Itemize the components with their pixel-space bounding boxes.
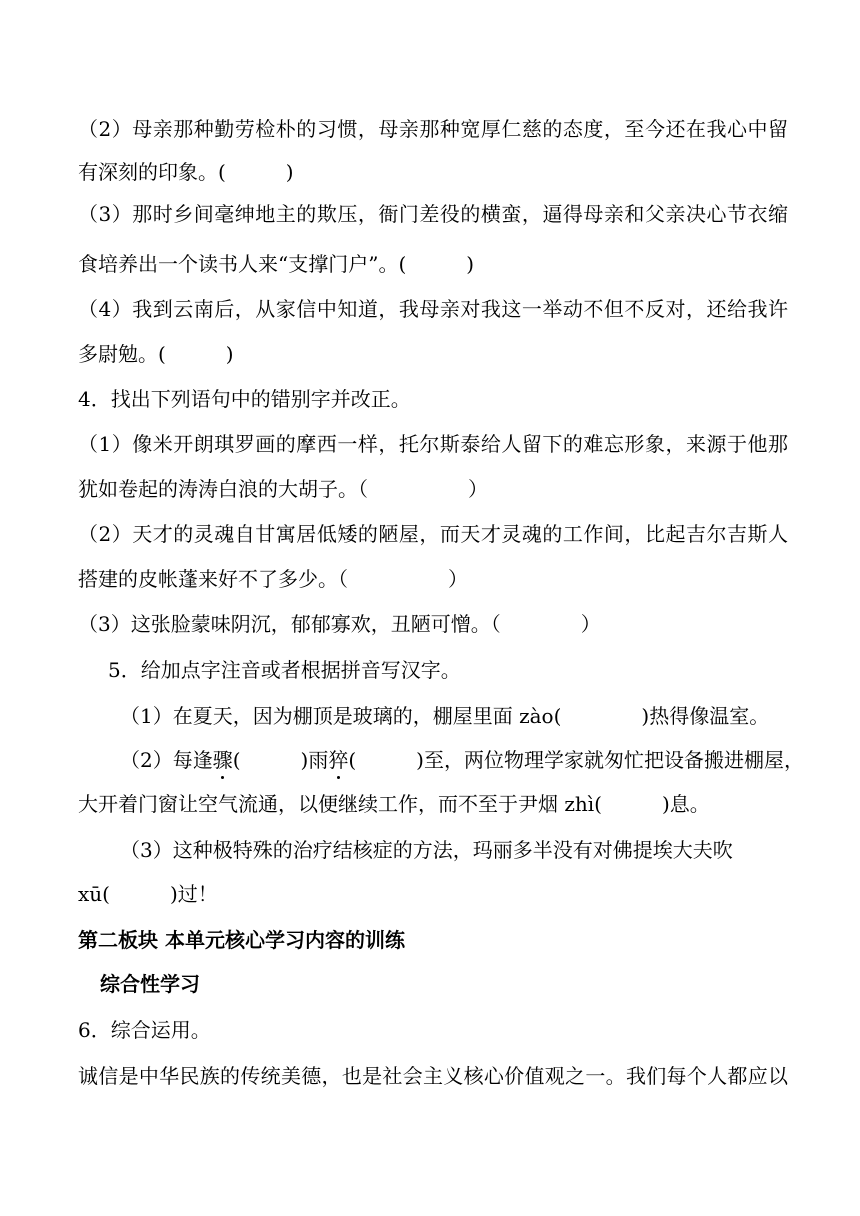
q3-item-3-line1: （3）那时乡间毫绅地主的欺压，衙门差役的横蛮，逼得母亲和父亲决心节衣缩 — [78, 202, 788, 226]
q5-item-2-text-a: （2）每逢 — [120, 748, 213, 772]
q5-item-1: （1）在夏天，因为棚顶是玻璃的，棚屋里面 zào( )热得像温室。 — [120, 704, 770, 728]
q3-item-2-line2: 有深刻的印象。( ) — [78, 160, 294, 184]
q4-item-2-line2: 搭建的皮帐蓬来好不了多少。（ ） — [78, 567, 468, 591]
q6-body-line1: 诚信是中华民族的传统美德，也是社会主义核心价值观之一。我们每个人都应以 — [78, 1064, 788, 1088]
section-heading: 第二板块 本单元核心学习内容的训练 — [78, 928, 405, 952]
q5-item-2-line1 — [120, 746, 804, 774]
q5-item-3-line2: xū( )过！ — [78, 882, 218, 906]
q4-item-1-line2: 犹如卷起的涛涛白浪的大胡子。（ ） — [78, 477, 488, 501]
q3-item-3-line2: 食培养出一个读书人来“支撑门户”。( ) — [78, 252, 475, 276]
q3-item-2-line1: （2）母亲那种勤劳检朴的习惯，母亲那种宽厚仁慈的态度，至今还在我心中留 — [78, 117, 788, 141]
q4-item-1-line1: （1）像米开朗琪罗画的摩西一样，托尔斯泰给人留下的难忘形象，来源于他那 — [78, 432, 788, 456]
dotted-char-zhou: 骤 — [212, 748, 233, 772]
q5-item-2-text-b: ( )雨 — [232, 748, 329, 772]
q3-item-4-line2: 多尉勉。( ) — [78, 342, 234, 366]
q5-item-2-line2: 大开着门窗让空气流通，以便继续工作，而不至于尹烟 zhì( )息。 — [78, 792, 710, 816]
q3-item-4-line1: （4）我到云南后，从家信中知道，我母亲对我这一举动不但不反对，还给我许 — [78, 297, 788, 321]
subsection-heading: 综合性学习 — [100, 972, 200, 996]
q5-item-2-text-c: ( )至，两位物理学家就匆忙把设备搬进棚屋， — [348, 748, 804, 772]
q5-item-3-line1: （3）这种极特殊的治疗结核症的方法，玛丽多半没有对佛提埃大夫吹 — [120, 838, 733, 862]
q6-heading: 6．综合运用。 — [78, 1018, 211, 1042]
dotted-char-cu: 猝 — [328, 748, 349, 772]
q5-heading: 5．给加点字注音或者根据拼音写汉字。 — [108, 658, 461, 682]
q4-heading: 4．找出下列语句中的错别字并改正。 — [78, 387, 411, 411]
q4-item-2-line1: （2）天才的灵魂自甘寓居低矮的陋屋，而天才灵魂的工作间，比起吉尔吉斯人 — [78, 522, 788, 546]
q4-item-3: （3）这张脸蒙味阴沉，郁郁寡欢，丑陋可憎。（ ） — [78, 612, 601, 636]
